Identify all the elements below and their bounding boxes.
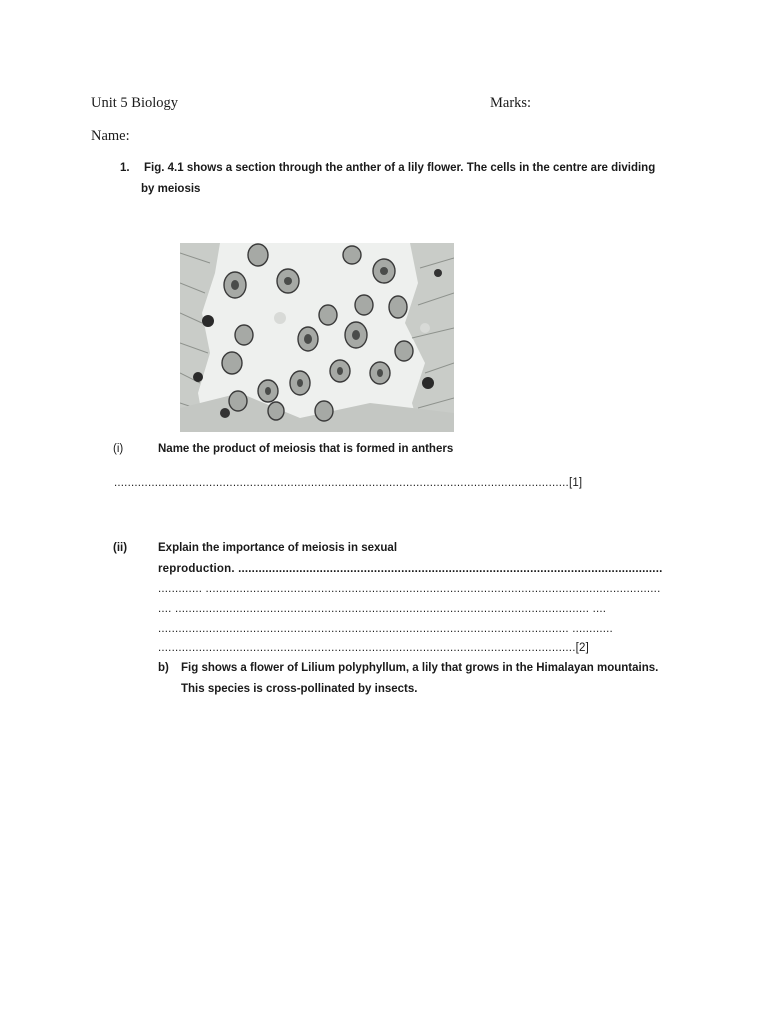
part-b-text-line2: This species is cross-pollinated by insects. <box>181 683 418 695</box>
part-ii-answer-line[interactable]: ......................................................................................................................... ............ <box>158 623 613 635</box>
part-b-label: b) <box>158 662 169 674</box>
part-ii-text-line2: reproduction. ............................................................................................................................. <box>158 563 663 575</box>
part-ii-answer-line[interactable]: ............. ...................................................................................................................................... <box>158 583 661 595</box>
part-i-answer-line[interactable]: ......................................................................................................................................[1] <box>114 477 583 489</box>
part-i-label: (i) <box>113 443 124 455</box>
part-ii-text-line1: Explain the importance of meiosis in sexual <box>158 542 398 554</box>
marks-label: Marks: <box>490 95 532 111</box>
lily-anther-micrograph <box>180 243 454 432</box>
unit-title: Unit 5 Biology <box>91 95 179 111</box>
part-ii-answer-line[interactable]: .... .......................................................................................................................... .... <box>158 603 607 615</box>
question-text-line2: by meiosis <box>141 183 201 195</box>
question-number: 1. <box>120 162 130 174</box>
question-text-line1: Fig. 4.1 shows a section through the anther of a lily flower. The cells in the centre are dividing <box>144 162 656 174</box>
part-ii-label: (ii) <box>113 542 128 554</box>
name-label: Name: <box>91 128 130 144</box>
part-ii-answer-line[interactable]: ...........................................................................................................................[2] <box>158 642 589 654</box>
part-i-text: Name the product of meiosis that is formed in anthers <box>158 443 454 455</box>
part-b-text-line1: Fig shows a flower of Lilium polyphyllum, a lily that grows in the Himalayan mountains. <box>181 662 659 674</box>
